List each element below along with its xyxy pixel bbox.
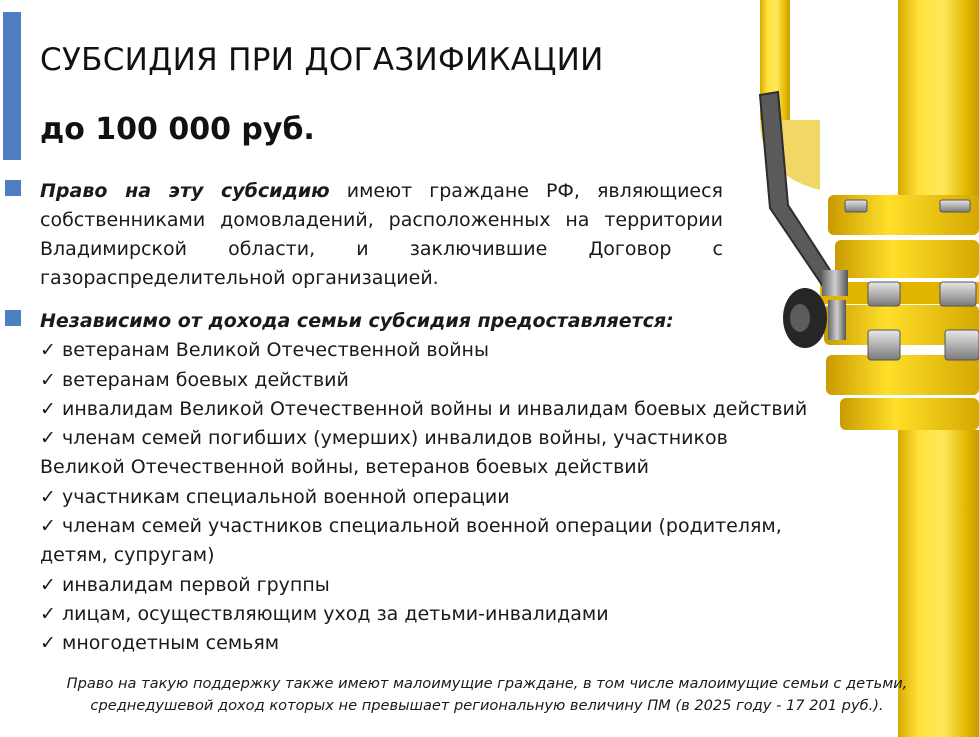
check-icon: ✓: [40, 515, 56, 538]
check-icon: ✓: [40, 573, 56, 596]
list-item: ✓ лицам, осуществляющим уход за детьми-инвалидами: [40, 600, 840, 629]
list-item: ✓ ветеранам Великой Отечественной войны: [40, 336, 840, 365]
subsidy-amount: до 100 000 руб.: [40, 112, 315, 147]
list-item: ✓ ветеранам боевых действий: [40, 366, 840, 395]
list-item: ✓ членам семей погибших (умерших) инвалидов войны, участников Великой Отечественной войны, ветеранов боевых действий: [40, 424, 770, 483]
beneficiaries-list: [40, 307, 840, 659]
check-icon: ✓: [40, 427, 56, 450]
list-item: ✓ инвалидам первой группы: [40, 571, 840, 600]
check-icon: ✓: [40, 632, 56, 655]
eligibility-paragraph: [40, 177, 723, 293]
title-accent-bar: [3, 12, 21, 160]
check-icon: ✓: [40, 339, 56, 362]
check-icon: ✓: [40, 368, 56, 391]
list-item: ✓ участникам специальной военной операции: [40, 483, 840, 512]
check-icon: ✓: [40, 602, 56, 625]
page-title: СУБСИДИЯ ПРИ ДОГАЗИФИКАЦИИ: [40, 42, 604, 78]
list-item: ✓ инвалидам Великой Отечественной войны и инвалидам боевых действий: [40, 395, 840, 424]
list-item: ✓ членам семей участников специальной военной операции (родителям, детям, супругам): [40, 512, 830, 571]
bullet-square-icon: [5, 180, 21, 196]
bullet-square-icon: [5, 310, 21, 326]
list-item: ✓ многодетным семьям: [40, 629, 840, 658]
check-icon: ✓: [40, 397, 56, 420]
eligibility-text: имеют граждане РФ, являющиеся собственниками домовладений, расположенных на территории Владимирской области, и заключившие Договор с газораспределительной организацией.: [40, 180, 723, 289]
list-heading: Независимо от дохода семьи субсидия предоставляется:: [40, 310, 674, 332]
footnote: Право на такую поддержку также имеют малоимущие граждане, в том числе малоимущие семьи с детьми, среднедушевой доход которых не превышает региональную величину ПМ (в 2025 году - 17 201 руб.).: [66, 675, 908, 714]
eligibility-lead: Право на эту субсидию: [40, 180, 330, 202]
check-icon: ✓: [40, 485, 56, 508]
